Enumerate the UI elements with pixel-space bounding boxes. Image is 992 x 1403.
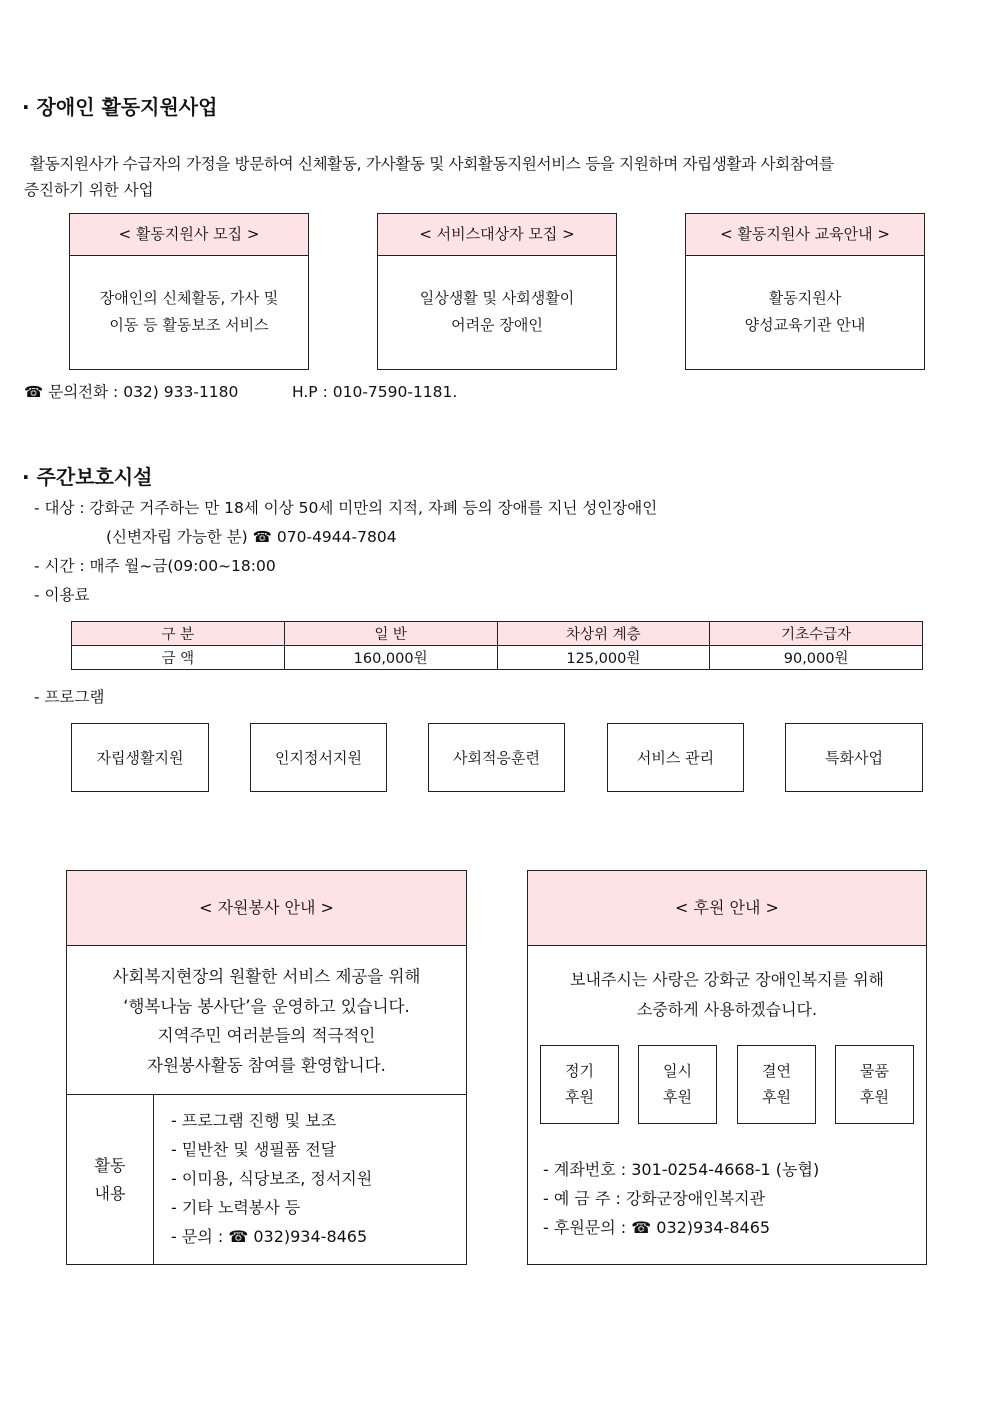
support-type-goods (835, 1045, 914, 1124)
program-service-management: 서비스 관리 (607, 723, 744, 792)
fee-cell: 90,000원 (710, 646, 923, 670)
fee-cell: 160,000원 (284, 646, 497, 670)
fee-cell: 125,000원 (497, 646, 710, 670)
contact-hp: H.P : 010-7590-1181. (292, 383, 458, 401)
box-line: 일상생활 및 사회생활이 (419, 289, 575, 307)
program-social-adaptation: 사회적응훈련 (428, 723, 565, 792)
activity-support-description-2: 증진하기 위한 사업 (24, 181, 154, 199)
box-line: 이동 등 활동보조 서비스 (109, 316, 269, 334)
program-independent-living: 자립생활지원 (71, 723, 209, 792)
support-type-line: 후원 (565, 1088, 594, 1106)
program-label: - 프로그램 (34, 688, 105, 706)
section-title-day-care: · 주간보호시설 (22, 465, 153, 489)
fee-cell: 금 액 (72, 646, 285, 670)
target-info: - 대상 : 강화군 거주하는 만 18세 이상 50세 미만의 지적, 자폐 등의 장애를 지닌 성인장애인 (34, 499, 658, 517)
fee-table-row (72, 646, 923, 670)
education-guide-box (685, 213, 925, 370)
fee-header-cell: 구 분 (72, 622, 285, 646)
fee-header-cell: 일 반 (284, 622, 497, 646)
activity-item: - 밑반찬 및 생필품 전달 (171, 1140, 337, 1159)
box-header: < 활동지원사 교육안내 > (686, 214, 924, 256)
support-intro-line: 소중하게 사용하겠습니다. (636, 999, 818, 1019)
volunteer-intro-line: 지역주민 여러분들의 적극적인 (157, 1026, 376, 1045)
volunteer-header: < 자원봉사 안내 > (67, 871, 466, 946)
support-type-line: 결연 (762, 1062, 791, 1080)
support-type-onetime (638, 1045, 717, 1124)
time-info: - 시간 : 매주 월~금(09:00~18:00 (34, 557, 276, 575)
fee-header-cell: 기초수급자 (710, 622, 923, 646)
support-type-line: 후원 (860, 1088, 889, 1106)
volunteer-info-box (66, 870, 467, 1265)
support-intro (528, 946, 926, 1024)
activity-item: - 이미용, 식당보조, 정서지원 (171, 1169, 373, 1188)
support-type-regular (540, 1045, 619, 1124)
activity-label-line: 내용 (94, 1183, 126, 1203)
support-inquiry: - 후원문의 : ☎ 032)934-8465 (543, 1218, 771, 1237)
activity-item: - 프로그램 진행 및 보조 (171, 1111, 337, 1130)
volunteer-activity-section (67, 1095, 466, 1264)
fee-header-cell: 차상위 계층 (497, 622, 710, 646)
program-special-project: 특화사업 (785, 723, 923, 792)
activity-label-line: 활동 (94, 1155, 126, 1175)
recruit-service-target-box (377, 213, 617, 370)
box-line: 어려운 장애인 (451, 316, 543, 334)
box-header: < 서비스대상자 모집 > (378, 214, 616, 256)
activity-item: - 문의 : ☎ 032)934-8465 (171, 1227, 368, 1246)
box-line: 양성교육기관 안내 (744, 316, 866, 334)
support-type-line: 후원 (762, 1088, 791, 1106)
activity-support-description: 활동지원사가 수급자의 가정을 방문하여 신체활동, 가사활동 및 사회활동지원서비스 등을 지원하며 자립생활과 사회참여를 (30, 155, 834, 173)
fee-table (71, 621, 923, 670)
box-line: 활동지원사 (768, 289, 842, 307)
support-header: < 후원 안내 > (528, 871, 926, 946)
section-title-activity-support: · 장애인 활동지원사업 (22, 95, 218, 119)
box-header: < 활동지원사 모집 > (70, 214, 308, 256)
target-info-2: (신변자립 가능한 분) ☎ 070-4944-7804 (106, 528, 397, 546)
volunteer-intro-line: 자원봉사활동 참여를 환영합니다. (147, 1055, 386, 1075)
support-intro-line: 보내주시는 사랑은 강화군 장애인복지를 위해 (569, 970, 884, 989)
support-type-line: 일시 (663, 1062, 692, 1080)
program-cognitive-emotional: 인지정서지원 (250, 723, 387, 792)
volunteer-intro-line: 사회복지현장의 원활한 서비스 제공을 위해 (112, 967, 421, 986)
contact-phone: ☎ 문의전화 : 032) 933-1180 (24, 383, 239, 401)
box-line: 장애인의 신체활동, 가사 및 (99, 289, 279, 307)
activity-item: - 기타 노력봉사 등 (171, 1198, 301, 1217)
support-type-sponsorship (737, 1045, 816, 1124)
support-type-line: 정기 (565, 1062, 594, 1080)
account-holder: - 예 금 주 : 강화군장애인복지관 (543, 1189, 766, 1208)
support-type-line: 후원 (663, 1088, 692, 1106)
recruit-assistant-box (69, 213, 309, 370)
activity-label (67, 1095, 154, 1264)
support-type-line: 물품 (860, 1062, 889, 1080)
activity-list (171, 1106, 372, 1251)
volunteer-intro (67, 946, 466, 1095)
fee-table-header-row (72, 622, 923, 646)
volunteer-intro-line: ‘행복나눔 봉사단’을 운영하고 있습니다. (123, 996, 410, 1016)
account-number: - 계좌번호 : 301-0254-4668-1 (농협) (543, 1160, 820, 1179)
fee-label: - 이용료 (34, 586, 90, 604)
support-account-info (543, 1155, 819, 1242)
